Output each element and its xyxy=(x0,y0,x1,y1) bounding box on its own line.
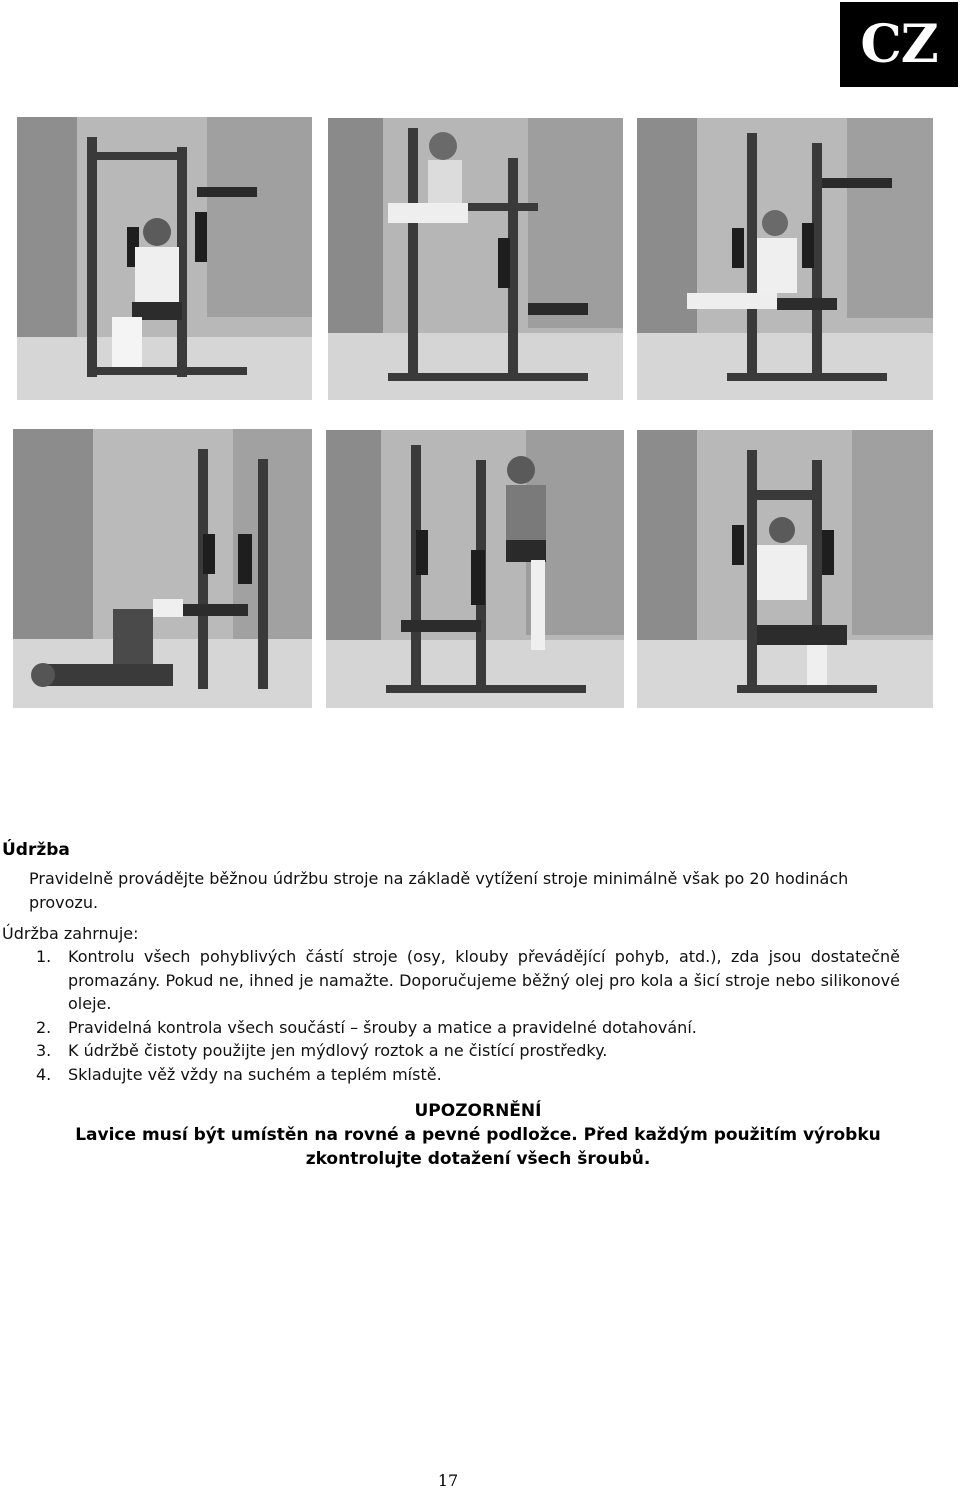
exercise-photo-3-illustration xyxy=(637,118,933,400)
exercise-photo-6 xyxy=(637,430,933,708)
list-item-number: 4. xyxy=(36,1064,52,1084)
exercise-photo-1 xyxy=(17,117,312,400)
list-item xyxy=(36,1063,900,1087)
maintenance-list xyxy=(36,945,900,1086)
list-item-number: 1. xyxy=(36,947,52,966)
exercise-photo-2-illustration xyxy=(328,118,623,400)
maintenance-title: Údržba xyxy=(2,840,70,860)
exercise-photo-5-illustration xyxy=(326,430,624,708)
list-item xyxy=(36,1016,900,1040)
list-item-text: Pravidelná kontrola všech součástí – šrouby a matice a pravidelné dotahování. xyxy=(68,1017,697,1037)
list-item xyxy=(36,945,900,1016)
list-item-text: K údržbě čistoty použijte jen mýdlový roztok a ne čistící prostředky. xyxy=(68,1041,608,1060)
list-item xyxy=(36,1039,900,1063)
list-item-text: Skladujte věž vždy na suchém a teplém místě. xyxy=(68,1064,442,1084)
exercise-photo-6-illustration xyxy=(637,430,933,708)
page-number: 17 xyxy=(437,1471,459,1490)
list-item-number: 3. xyxy=(36,1041,52,1060)
exercise-photo-4 xyxy=(13,429,312,708)
exercise-photo-4-illustration xyxy=(13,429,312,708)
list-item-number: 2. xyxy=(36,1017,52,1037)
list-item-text: Kontrolu všech pohyblivých částí stroje (osy, klouby převádějící pohyb, atd.), zda jsou dostatečně promazány. Pokud ne, ihned je namažte. Doporučujeme běžný olej pro kola a šicí stroje nebo silikonové oleje. xyxy=(68,947,900,1013)
exercise-photo-3 xyxy=(637,118,933,400)
language-badge: CZ xyxy=(840,2,958,87)
maintenance-includes-label: Údržba zahrnuje: xyxy=(2,924,139,943)
exercise-photo-2 xyxy=(328,118,623,400)
exercise-photo-5 xyxy=(326,430,624,708)
maintenance-intro: Pravidelně provádějte běžnou údržbu stroje na základě vytížení stroje minimálně však po 20 hodinách provozu. xyxy=(29,869,849,912)
warning-body: Lavice musí být umístěn na rovné a pevné podložce. Před každým použitím výrobku zkontrolujte dotažení všech šroubů. xyxy=(75,1125,881,1169)
exercise-photo-1-illustration xyxy=(17,117,312,400)
warning-title: UPOZORNĚNÍ xyxy=(414,1101,542,1121)
